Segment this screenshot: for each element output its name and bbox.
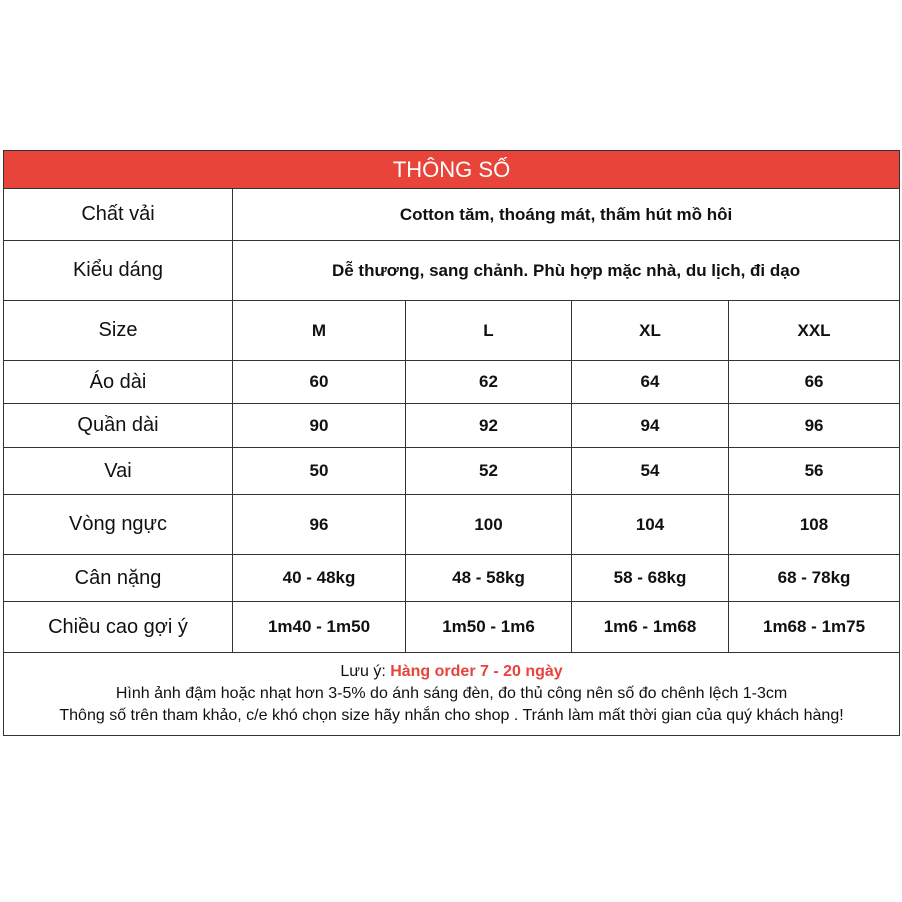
row-label: Quần dài bbox=[4, 404, 233, 448]
size-l: L bbox=[406, 301, 572, 361]
row-value: 62 bbox=[406, 361, 572, 404]
row-value: 1m50 - 1m6 bbox=[406, 602, 572, 653]
fabric-label: Chất vải bbox=[4, 189, 233, 241]
table-row bbox=[4, 495, 900, 555]
row-value: 68 - 78kg bbox=[729, 555, 900, 602]
row-value: 54 bbox=[572, 448, 729, 495]
row-value: 90 bbox=[233, 404, 406, 448]
fabric-row bbox=[4, 189, 900, 241]
size-label: Size bbox=[4, 301, 233, 361]
row-label: Chiều cao gợi ý bbox=[4, 602, 233, 653]
row-value: 48 - 58kg bbox=[406, 555, 572, 602]
table-row bbox=[4, 404, 900, 448]
row-value: 92 bbox=[406, 404, 572, 448]
row-value: 1m40 - 1m50 bbox=[233, 602, 406, 653]
row-value: 58 - 68kg bbox=[572, 555, 729, 602]
row-label: Vòng ngực bbox=[4, 495, 233, 555]
row-value: 1m68 - 1m75 bbox=[729, 602, 900, 653]
table-title: THÔNG SỐ bbox=[4, 151, 900, 189]
table-row bbox=[4, 361, 900, 404]
note-row bbox=[4, 653, 900, 736]
row-label: Áo dài bbox=[4, 361, 233, 404]
order-time-note: Hàng order 7 - 20 ngày bbox=[390, 663, 563, 680]
row-label: Cân nặng bbox=[4, 555, 233, 602]
size-spec-table bbox=[3, 150, 900, 736]
size-row bbox=[4, 301, 900, 361]
fabric-value: Cotton tăm, thoáng mát, thấm hút mồ hôi bbox=[233, 189, 900, 241]
note-line-3: Thông số trên tham khảo, c/e khó chọn size hãy nhắn cho shop . Tránh làm mất thời gian của quý khách hàng! bbox=[59, 707, 844, 724]
row-value: 94 bbox=[572, 404, 729, 448]
style-row bbox=[4, 241, 900, 301]
row-value: 96 bbox=[233, 495, 406, 555]
row-value: 52 bbox=[406, 448, 572, 495]
row-value: 64 bbox=[572, 361, 729, 404]
header-row bbox=[4, 151, 900, 189]
size-xxl: XXL bbox=[729, 301, 900, 361]
row-label: Vai bbox=[4, 448, 233, 495]
note-cell bbox=[4, 653, 900, 736]
size-xl: XL bbox=[572, 301, 729, 361]
row-value: 108 bbox=[729, 495, 900, 555]
row-value: 60 bbox=[233, 361, 406, 404]
row-value: 66 bbox=[729, 361, 900, 404]
style-value: Dễ thương, sang chảnh. Phù hợp mặc nhà, du lịch, đi dạo bbox=[233, 241, 900, 301]
row-value: 50 bbox=[233, 448, 406, 495]
table-row bbox=[4, 555, 900, 602]
table-row bbox=[4, 602, 900, 653]
row-value: 40 - 48kg bbox=[233, 555, 406, 602]
row-value: 104 bbox=[572, 495, 729, 555]
row-value: 96 bbox=[729, 404, 900, 448]
style-label: Kiểu dáng bbox=[4, 241, 233, 301]
note-line-2: Hình ảnh đậm hoặc nhạt hơn 3-5% do ánh sáng đèn, đo thủ công nên số đo chênh lệch 1-3cm bbox=[115, 685, 788, 702]
size-m: M bbox=[233, 301, 406, 361]
row-value: 1m6 - 1m68 bbox=[572, 602, 729, 653]
note-line-1 bbox=[4, 661, 899, 683]
note-prefix: Lưu ý: bbox=[340, 663, 391, 680]
table-row bbox=[4, 448, 900, 495]
row-value: 100 bbox=[406, 495, 572, 555]
row-value: 56 bbox=[729, 448, 900, 495]
